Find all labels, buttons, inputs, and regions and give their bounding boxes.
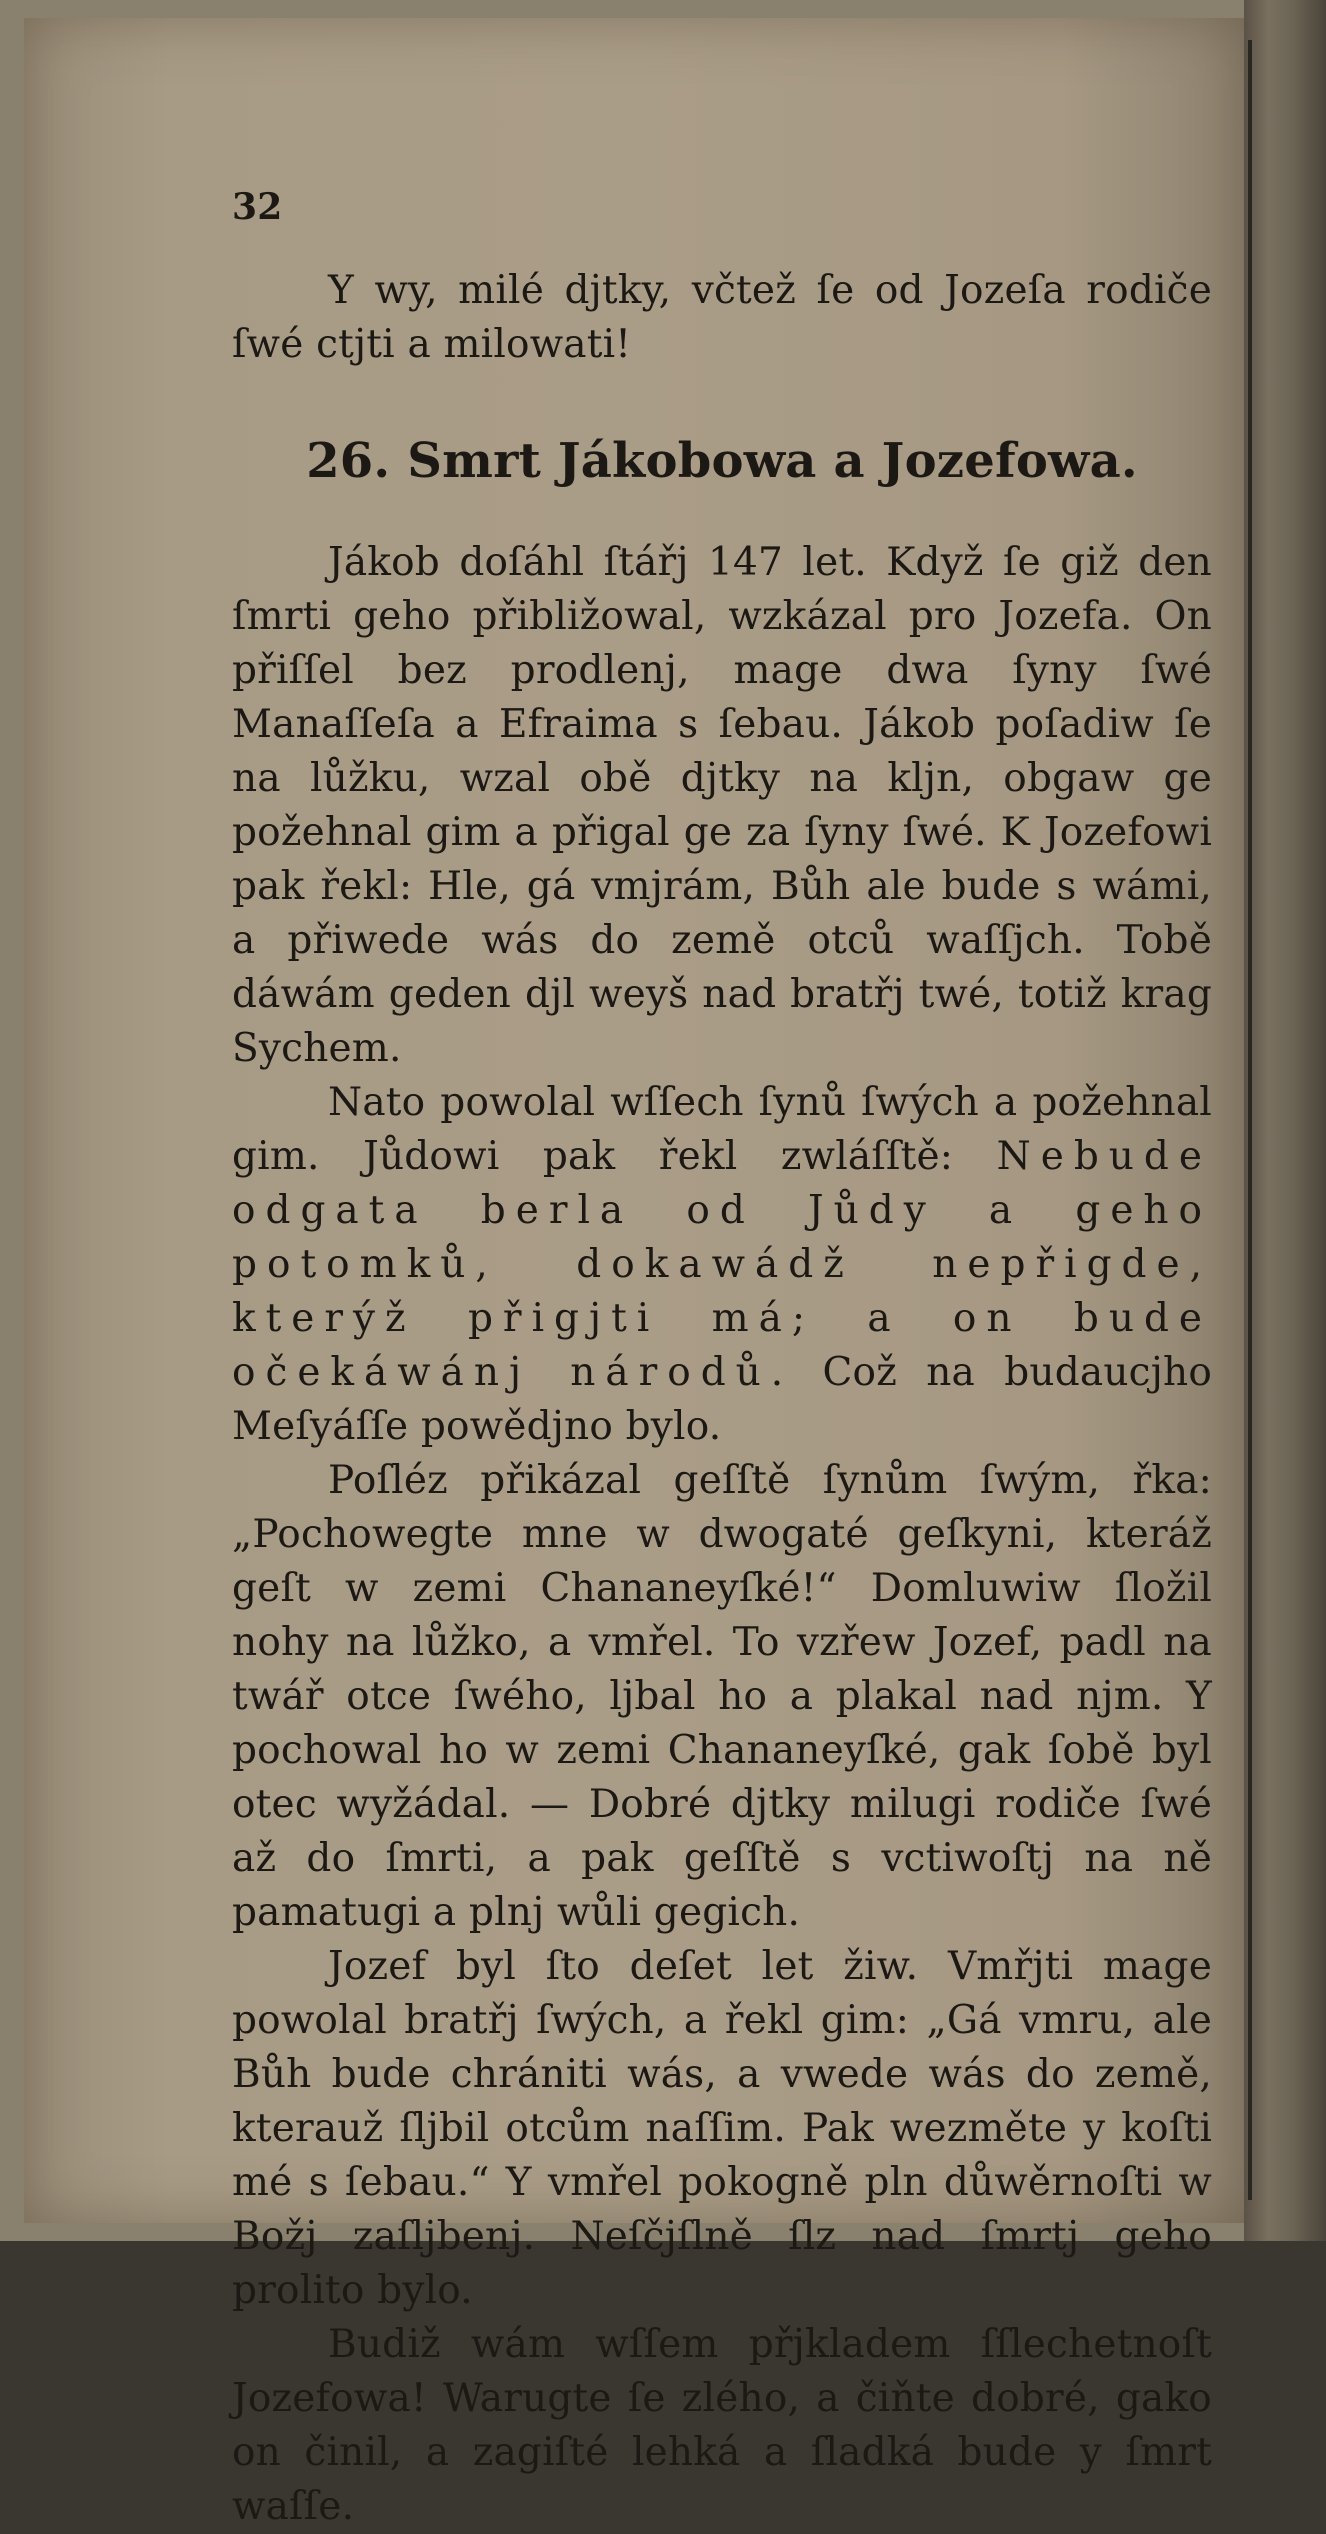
- paragraph-jozef: Jozef byl ſto deſet let žiw. Vmřjti mage powolal bratřj ſwých, a řekl gim: „Gá vmru, ale Bůh bude chrániti wás, a vwede wás do země, kterauž ſljbil otcům naſſim. Pak wezměte y koſti mé s ſebau.“ Y vmřel pokogně pln důwěrnoſti w Božj zaſljbenj. Neſčjſlně ſlz nad ſmrtj geho prolito bylo.: [232, 1944, 1212, 2313]
- prophecy-text: Nebude odgata berla od Jůdy a geho potomků, dokawádž nepřigde, kterýž přigjti má; a on bude očekáwánj národů.: [232, 1134, 1212, 1395]
- juda-intro: Nato powolal wſſech ſynů ſwých a požehnal gim. Jůdowi pak řekl zwláſſtě:: [232, 1080, 1212, 1179]
- prophecy-note: Což na budaucjho Meſyáſſe powědjno bylo.: [232, 1350, 1213, 1449]
- chapter-heading: 26. Smrt Jákobowa a Jozefowa.: [306, 433, 1138, 489]
- opening-paragraph: Y wy, milé djtky, včtež ſe od Jozeſa rodiče ſwé ctjti a milowati!: [232, 268, 1212, 367]
- gutter-shadow: [1248, 40, 1252, 2200]
- paragraph-jakob: Jákob doſáhl ſtářj 147 let. Když ſe giž den ſmrti geho přibližowal, wzkázal pro Jozefa. On přiſſel bez prodlenj, mage dwa ſyny ſwé Manaſſeſa a Efraima s ſebau. Jákob poſadiw ſe na lůžku, wzal obě djtky na kljn, obgaw ge požehnal gim a přigal ge za ſyny ſwé. K Jozefowi pak řekl: Hle, gá vmjrám, Bůh ale bude s wámi, a přiwede wás do země otců waſſjch. Tobě dáwám geden djl weyš nad bratřj twé, totiž krag Sychem.: [232, 540, 1212, 1071]
- paragraph-juda: [232, 1076, 1212, 1454]
- paragraph-moral: Budiž wám wſſem přjkladem ſſlechetnoſt Jozefowa! Warugte ſe zlého, a čiňte dobré, gako on činil, a zagiſté lehká a ſladká bude y ſmrt waſſe.: [232, 2322, 1212, 2529]
- book-gutter: [1244, 0, 1326, 2241]
- paragraph-burial: Poſléz přikázal geſſtě ſynům ſwým, řka: „Pochowegte mne w dwogaté geſkyni, kteráž geſt w zemi Chananeyſké!“ Domluwiw ſložil nohy na lůžko, a vmřel. To vzřew Jozef, padl na twář otce ſwého, ljbal ho a plakal nad njm. Y pochowal ho w zemi Chananeyſké, gak ſobě byl otec wyžádal. — Dobré djtky milugi rodiče ſwé až do ſmrti, a pak geſſtě s vctiwoſtj na ně pamatugi a plnj wůli gegich.: [232, 1458, 1212, 1935]
- page-text: [232, 180, 1212, 2534]
- page-number: 32: [232, 186, 283, 228]
